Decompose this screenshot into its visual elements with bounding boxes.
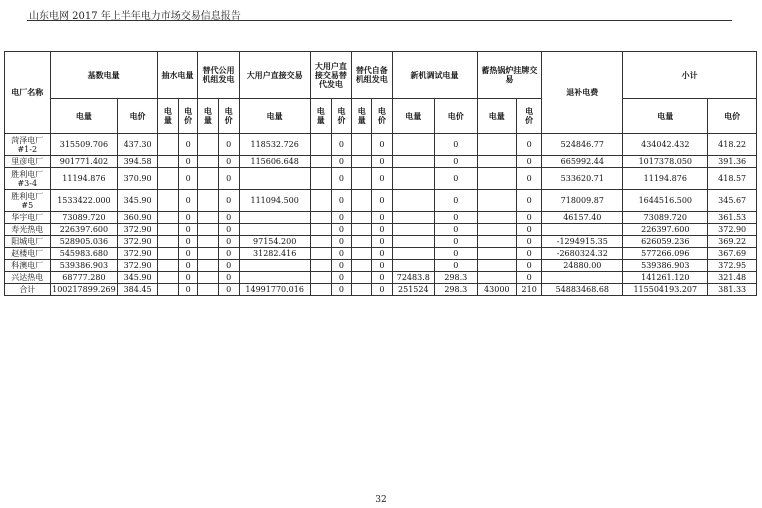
table-cell <box>157 224 178 236</box>
table-cell: 0 <box>372 236 392 248</box>
table-cell <box>157 190 178 212</box>
table-cell: 369.22 <box>708 236 757 248</box>
table-cell: 14991770.016 <box>239 284 310 296</box>
table-cell: 718009.87 <box>542 190 623 212</box>
table-cell: 0 <box>331 224 351 236</box>
sub-header-price: 电价 <box>435 99 478 134</box>
table-cell: 0 <box>179 248 198 260</box>
table-cell <box>239 212 310 224</box>
table-cell <box>392 236 435 248</box>
table-cell: 1017378.050 <box>623 156 708 168</box>
table-cell: 0 <box>435 168 478 190</box>
table-cell: 0 <box>218 236 239 248</box>
sub-header-price-vertical: 电 价 <box>372 99 392 134</box>
table-cell <box>310 168 331 190</box>
table-cell: 0 <box>179 224 198 236</box>
sub-header-quantity: 电量 <box>623 99 708 134</box>
table-cell: 0 <box>372 212 392 224</box>
table-cell: 539386.903 <box>50 260 118 272</box>
table-cell: 545983.680 <box>50 248 118 260</box>
table-cell <box>157 236 178 248</box>
table-cell <box>198 236 218 248</box>
table-cell <box>392 168 435 190</box>
table-cell: 0 <box>517 236 542 248</box>
table-row <box>5 272 757 284</box>
report-header-title: 山东电网 2017 年上半年电力市场交易信息报告 <box>29 11 241 22</box>
table-cell <box>310 134 331 156</box>
table-cell: 11194.876 <box>50 168 118 190</box>
table-cell <box>392 248 435 260</box>
table-cell: 367.69 <box>708 248 757 260</box>
table-row <box>5 224 757 236</box>
table-cell <box>542 272 623 284</box>
table-cell: 141261.120 <box>623 272 708 284</box>
table-cell <box>477 134 516 156</box>
table-cell: 901771.402 <box>50 156 118 168</box>
table-cell: 434042.432 <box>623 134 708 156</box>
col-header-boiler: 蓄热锅炉挂牌交易 <box>477 52 542 99</box>
sub-header-quantity-vertical: 电 量 <box>310 99 331 134</box>
table-cell <box>352 260 372 272</box>
table-cell <box>477 156 516 168</box>
col-header-newunit: 新机调试电量 <box>392 52 477 99</box>
table-cell <box>310 236 331 248</box>
table-cell <box>352 212 372 224</box>
table-cell: 73089.720 <box>623 212 708 224</box>
table-cell <box>352 272 372 284</box>
table-cell <box>198 272 218 284</box>
table-cell: 0 <box>435 212 478 224</box>
table-cell: 0 <box>218 190 239 212</box>
table-cell: 577266.096 <box>623 248 708 260</box>
sub-header-quantity: 电量 <box>392 99 435 134</box>
table-cell <box>352 224 372 236</box>
table-cell <box>352 168 372 190</box>
table-cell: 54883468.68 <box>542 284 623 296</box>
table-cell: 372.90 <box>708 224 757 236</box>
table-cell: 0 <box>179 284 198 296</box>
table-cell: 115504193.207 <box>623 284 708 296</box>
table-cell: -1294915.35 <box>542 236 623 248</box>
table-cell <box>477 248 516 260</box>
plant-name-cell: 寿光热电 <box>5 224 51 236</box>
col-header-directsub: 大用户直接交易替代发电 <box>310 52 351 99</box>
table-cell <box>392 260 435 272</box>
table-cell <box>392 190 435 212</box>
table-cell: 345.90 <box>118 190 157 212</box>
table-row <box>5 156 757 168</box>
sub-header-quantity-vertical: 电 量 <box>198 99 218 134</box>
table-cell: 370.90 <box>118 168 157 190</box>
table-cell: 43000 <box>477 284 516 296</box>
table-row <box>5 134 757 156</box>
table-cell: 0 <box>517 224 542 236</box>
table-cell: 298.3 <box>435 272 478 284</box>
table-cell <box>542 224 623 236</box>
table-cell: 111094.500 <box>239 190 310 212</box>
table-cell: 0 <box>179 156 198 168</box>
plant-name-cell: 合计 <box>5 284 51 296</box>
table-cell: 384.45 <box>118 284 157 296</box>
table-cell: 68777.280 <box>50 272 118 284</box>
table-cell: 0 <box>331 156 351 168</box>
sub-header-quantity: 电量 <box>50 99 118 134</box>
table-cell: 372.90 <box>118 236 157 248</box>
table-cell <box>157 260 178 272</box>
table-cell <box>198 190 218 212</box>
table-cell <box>477 260 516 272</box>
table-cell <box>157 272 178 284</box>
table-cell: 533620.71 <box>542 168 623 190</box>
table-cell: 0 <box>372 284 392 296</box>
table-cell: 372.95 <box>708 260 757 272</box>
table-cell: 0 <box>435 134 478 156</box>
table-cell <box>310 156 331 168</box>
table-cell: 0 <box>435 190 478 212</box>
table-row <box>5 212 757 224</box>
table-cell <box>157 212 178 224</box>
table-cell: 72483.8 <box>392 272 435 284</box>
sub-header-quantity-vertical: 电 量 <box>352 99 372 134</box>
table-cell: 0 <box>372 156 392 168</box>
table-cell <box>352 284 372 296</box>
table-cell <box>352 156 372 168</box>
table-cell: 226397.600 <box>623 224 708 236</box>
table-cell: 0 <box>517 212 542 224</box>
table-cell: 0 <box>331 190 351 212</box>
table-cell: 0 <box>517 190 542 212</box>
table-cell <box>198 168 218 190</box>
table-cell <box>239 224 310 236</box>
table-cell: 539386.903 <box>623 260 708 272</box>
plant-name-cell: 胜利电厂#5 <box>5 190 51 212</box>
table-cell: 0 <box>517 156 542 168</box>
table-cell: 372.90 <box>118 248 157 260</box>
col-header-pumped: 抽水电量 <box>157 52 197 99</box>
table-cell <box>198 248 218 260</box>
table-cell: 361.53 <box>708 212 757 224</box>
table-cell: 665992.44 <box>542 156 623 168</box>
table-cell <box>310 284 331 296</box>
table-cell: 0 <box>331 212 351 224</box>
table-cell: 0 <box>331 284 351 296</box>
table-cell: 418.22 <box>708 134 757 156</box>
table-cell: 0 <box>435 156 478 168</box>
table-cell: 0 <box>218 168 239 190</box>
sub-header-price-vertical: 电 价 <box>179 99 198 134</box>
table-cell: 0 <box>179 168 198 190</box>
table-cell: 0 <box>179 236 198 248</box>
table-cell: 210 <box>517 284 542 296</box>
table-cell <box>239 272 310 284</box>
table-cell: 0 <box>331 248 351 260</box>
table-cell: 0 <box>179 260 198 272</box>
col-header-plant: 电厂名称 <box>5 52 51 134</box>
table-cell: 0 <box>331 272 351 284</box>
table-cell: 0 <box>517 260 542 272</box>
table-cell: 0 <box>517 248 542 260</box>
table-cell <box>352 134 372 156</box>
col-header-pubsub: 替代公用机组发电 <box>198 52 239 99</box>
table-cell <box>392 224 435 236</box>
sub-header-price-vertical: 电 价 <box>517 99 542 134</box>
table-cell: 115606.648 <box>239 156 310 168</box>
table-cell: 0 <box>517 272 542 284</box>
table-cell: 1644516.500 <box>623 190 708 212</box>
table-cell <box>310 272 331 284</box>
table-cell: 0 <box>435 224 478 236</box>
table-cell <box>310 248 331 260</box>
sub-header-quantity-vertical: 电 量 <box>157 99 178 134</box>
table-cell: 437.30 <box>118 134 157 156</box>
table-cell <box>239 168 310 190</box>
table-cell: 0 <box>179 134 198 156</box>
table-cell: 251524 <box>392 284 435 296</box>
table-row <box>5 260 757 272</box>
table-cell: 0 <box>517 134 542 156</box>
table-row <box>5 190 757 212</box>
table-cell: 1533422.000 <box>50 190 118 212</box>
table-cell <box>198 260 218 272</box>
table-cell: 0 <box>331 236 351 248</box>
sub-header-price: 电价 <box>118 99 157 134</box>
table-cell: 0 <box>218 272 239 284</box>
table-cell: 391.36 <box>708 156 757 168</box>
table-row <box>5 168 757 190</box>
plant-name-cell: 阳城电厂 <box>5 236 51 248</box>
table-cell: 524846.77 <box>542 134 623 156</box>
table-cell <box>157 156 178 168</box>
table-cell: 0 <box>218 156 239 168</box>
table-cell: 345.90 <box>118 272 157 284</box>
col-header-refund: 退补电费 <box>542 52 623 134</box>
table-cell <box>477 212 516 224</box>
table-cell: 626059.236 <box>623 236 708 248</box>
table-cell: 298.3 <box>435 284 478 296</box>
table-total-row <box>5 284 757 296</box>
table-cell <box>310 224 331 236</box>
table-cell: 528905.036 <box>50 236 118 248</box>
col-header-direct: 大用户直接交易 <box>239 52 310 99</box>
table-cell: 100217899.269 <box>50 284 118 296</box>
table-cell: 0 <box>179 272 198 284</box>
table-cell <box>477 236 516 248</box>
table-cell: 0 <box>218 284 239 296</box>
sub-header-price: 电价 <box>708 99 757 134</box>
table-cell: 0 <box>435 248 478 260</box>
table-cell: 0 <box>179 212 198 224</box>
plant-name-cell: 兴达热电 <box>5 272 51 284</box>
table-cell: 24880.00 <box>542 260 623 272</box>
table-cell: 226397.600 <box>50 224 118 236</box>
table-cell: 0 <box>372 134 392 156</box>
table-cell <box>477 224 516 236</box>
table-cell <box>157 248 178 260</box>
table-cell: 0 <box>218 260 239 272</box>
table-cell <box>198 156 218 168</box>
table-cell: 0 <box>218 248 239 260</box>
table-cell: 0 <box>435 236 478 248</box>
plant-name-cell: 菏泽电厂#1-2 <box>5 134 51 156</box>
table-cell: 31282.416 <box>239 248 310 260</box>
table-cell <box>352 248 372 260</box>
table-cell: 0 <box>372 224 392 236</box>
table-cell: 0 <box>179 190 198 212</box>
table-cell: 0 <box>218 134 239 156</box>
table-cell: 0 <box>517 168 542 190</box>
plant-name-cell: 华宇电厂 <box>5 212 51 224</box>
table-cell: 97154.200 <box>239 236 310 248</box>
table-cell <box>310 190 331 212</box>
table-cell <box>157 134 178 156</box>
table-cell: 0 <box>372 190 392 212</box>
table-cell: 321.48 <box>708 272 757 284</box>
table-cell <box>477 190 516 212</box>
table-cell <box>477 272 516 284</box>
table-cell <box>157 284 178 296</box>
sub-header-price-vertical: 电 价 <box>218 99 239 134</box>
sub-header-quantity: 电量 <box>239 99 310 134</box>
table-cell: 0 <box>218 224 239 236</box>
table-row <box>5 236 757 248</box>
table-cell: 0 <box>218 212 239 224</box>
table-cell: 394.58 <box>118 156 157 168</box>
table-cell: 372.90 <box>118 260 157 272</box>
table-cell <box>392 212 435 224</box>
table-cell: 0 <box>331 134 351 156</box>
table-cell: 0 <box>435 260 478 272</box>
table-cell <box>352 190 372 212</box>
col-header-subtotal: 小计 <box>623 52 757 99</box>
table-cell <box>310 260 331 272</box>
page-number: 32 <box>375 495 387 505</box>
col-header-base: 基数电量 <box>50 52 157 99</box>
plant-name-cell: 科澳电厂 <box>5 260 51 272</box>
table-cell: 345.67 <box>708 190 757 212</box>
table-cell <box>239 260 310 272</box>
table-cell <box>198 284 218 296</box>
table-cell: 11194.876 <box>623 168 708 190</box>
table-cell <box>392 156 435 168</box>
table-cell <box>198 212 218 224</box>
plant-name-cell: 赵楼电厂 <box>5 248 51 260</box>
table-cell: 0 <box>372 248 392 260</box>
table-cell: 46157.40 <box>542 212 623 224</box>
plant-name-cell: 里彦电厂 <box>5 156 51 168</box>
table-cell <box>477 168 516 190</box>
plant-name-cell: 胜利电厂#3-4 <box>5 168 51 190</box>
table-cell: 381.33 <box>708 284 757 296</box>
table-cell: -2680324.32 <box>542 248 623 260</box>
table-cell: 372.90 <box>118 224 157 236</box>
table-row <box>5 248 757 260</box>
table-cell <box>157 168 178 190</box>
table-cell: 118532.726 <box>239 134 310 156</box>
table-cell <box>352 236 372 248</box>
table-cell: 315509.706 <box>50 134 118 156</box>
table-cell: 360.90 <box>118 212 157 224</box>
table-cell: 0 <box>331 168 351 190</box>
table-cell <box>198 134 218 156</box>
table-cell <box>198 224 218 236</box>
table-cell: 73089.720 <box>50 212 118 224</box>
table-cell: 0 <box>372 272 392 284</box>
table-cell <box>310 212 331 224</box>
sub-header-price-vertical: 电 价 <box>331 99 351 134</box>
col-header-selfsub: 替代自备机组发电 <box>352 52 392 99</box>
table-cell: 0 <box>372 168 392 190</box>
trading-table <box>4 51 757 296</box>
sub-header-quantity: 电量 <box>477 99 516 134</box>
table-cell: 418.57 <box>708 168 757 190</box>
table-cell: 0 <box>331 260 351 272</box>
table-cell <box>392 134 435 156</box>
table-cell: 0 <box>372 260 392 272</box>
header-divider <box>27 20 732 21</box>
